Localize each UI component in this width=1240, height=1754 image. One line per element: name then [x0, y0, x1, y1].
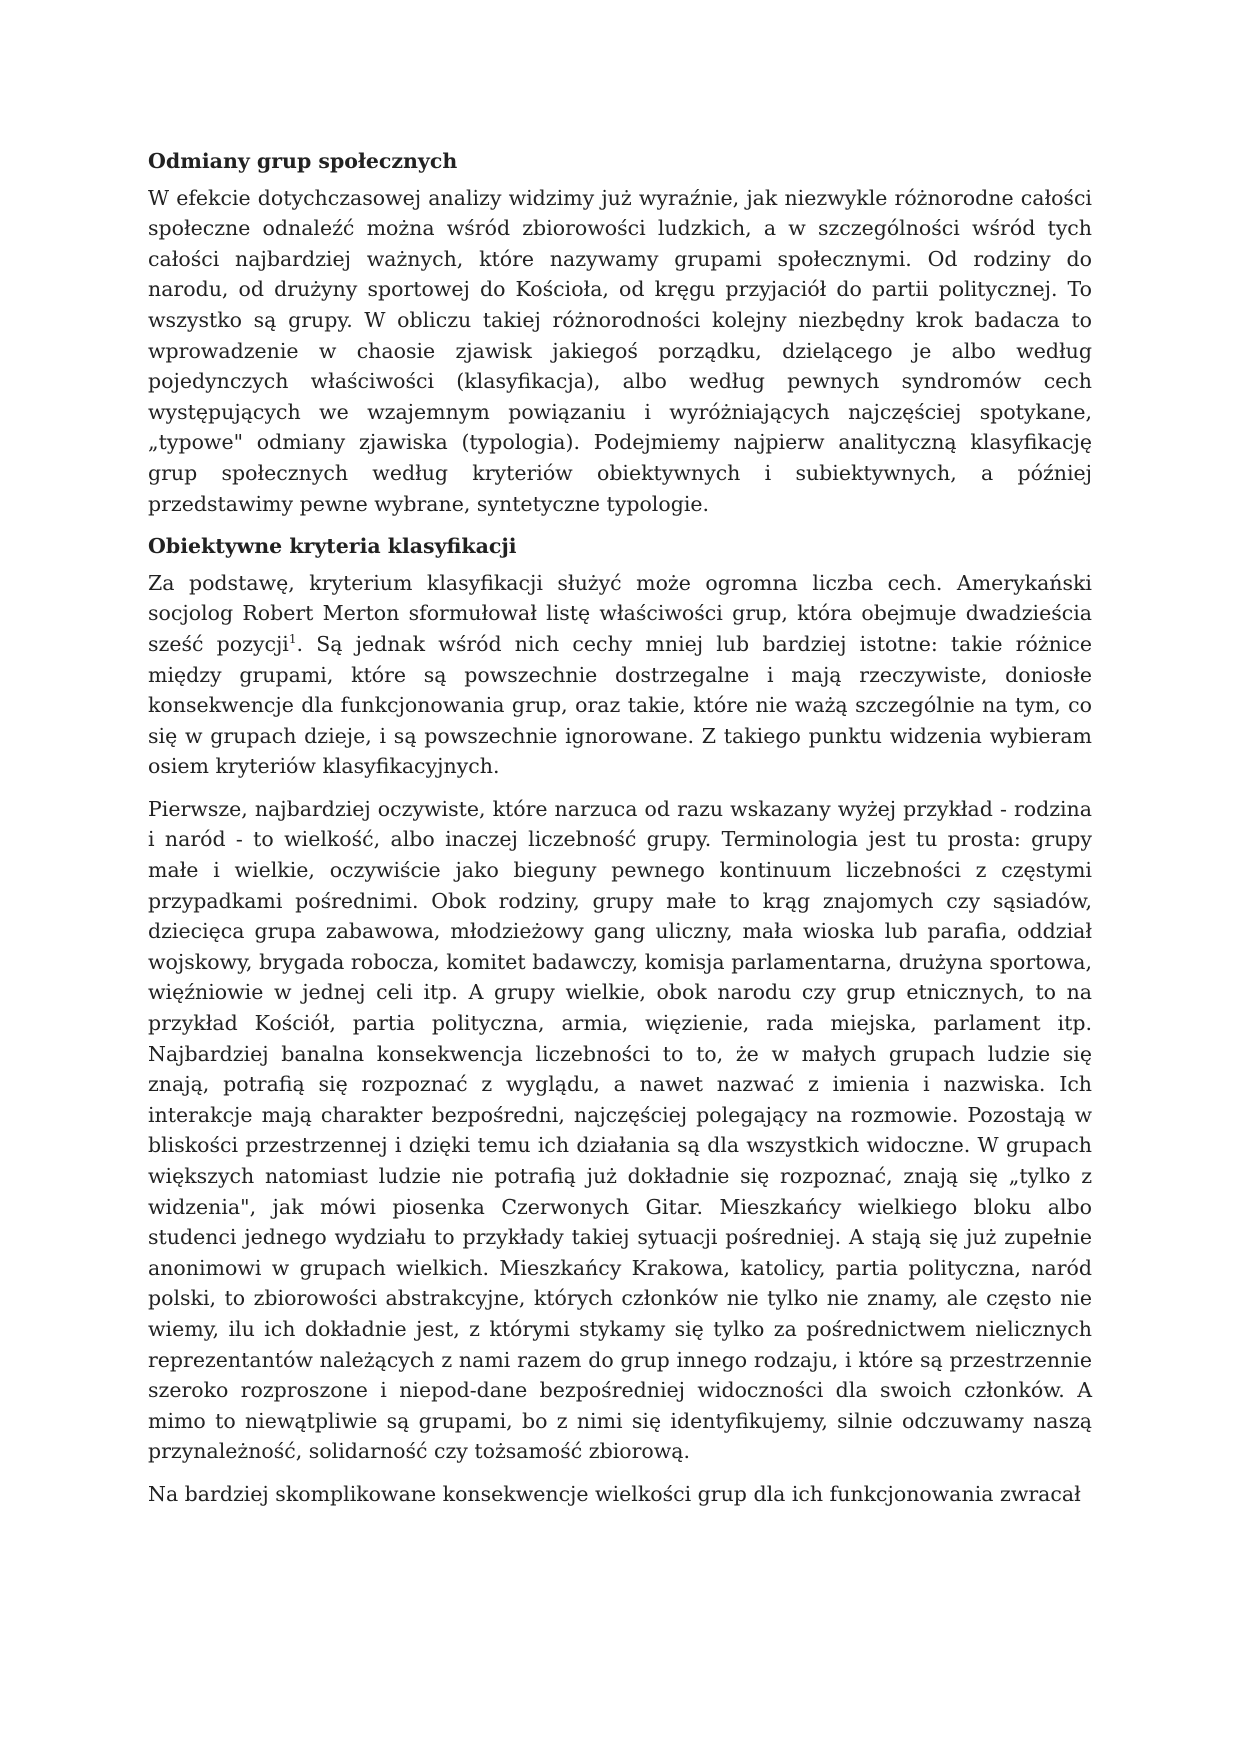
paragraph-merton [148, 568, 1092, 782]
paragraph-merton-text-end: . Są jednak wśród nich cechy mniej lub bardziej istotne: takie różnice między grupami, które są powszechnie dostrzegalne i mają rzeczywiste, doniosłe konsekwencje dla funkcjonowania grup, oraz takie, które nie ważą szczególnie na tym, co się w grupach dzieje, i są powszechnie ignorowane. Z takiego punktu widzenia wybieram osiem kryteriów klasyfikacyjnych. [148, 631, 1092, 779]
footnote-marker[interactable]: 1 [288, 632, 297, 647]
paragraph-intro: W efekcie dotychczasowej analizy widzimy już wyraźnie, jak niezwykle różnorodne całości społeczne odnaleźć można wśród zbiorowości ludzkich, a w szczególności wśród tych całości najbardziej ważnych, które nazywamy grupami społecznymi. Od rodziny do narodu, od drużyny sportowej do Kościoła, od kręgu przyjaciół do partii politycznej. To wszystko są grupy. W obliczu takiej różnorodności kolejny niezbędny krok badacza to wprowadzenie w chaosie zjawisk jakiegoś porządku, dzielącego je albo według pojedynczych właściwości (klasyfikacja), albo według pewnych syndromów cech występujących we wzajemnym powiązaniu i wyróżniających najczęściej spotykane, „typowe" odmiany zjawiska (typologia). Podejmiemy najpierw analityczną klasyfikację grup społecznych według kryteriów obiektywnych i subiektywnych, a później przedstawimy pewne wybrane, syntetyczne typologie. [148, 185, 1092, 516]
paragraph-konsekwencje: Na bardziej skomplikowane konsekwencje wielkości grup dla ich funkcjonowania zwracał [148, 1481, 1081, 1506]
document-page [148, 146, 1092, 1522]
paragraph-wielkosc: Pierwsze, najbardziej oczywiste, które narzuca od razu wskazany wyżej przykład - rodzina i naród - to wielkość, albo inaczej liczebność grupy. Terminologia jest tu prosta: grupy małe i wielkie, oczywiście jako bieguny pewnego kontinuum liczebności z częstymi przypadkami pośrednimi. Obok rodziny, grupy małe to krąg znajomych czy sąsiadów, dziecięca grupa zabawowa, młodzieżowy gang uliczny, mała wioska lub parafia, oddział wojskowy, brygada robocza, komitet badawczy, komisja parlamentarna, drużyna sportowa, więźniowie w jednej celi itp. A grupy wielkie, obok narodu czy grup etnicznych, to na przykład Kościół, partia polityczna, armia, więzienie, rada miejska, parlament itp. Najbardziej banalna konsekwencja liczebności to to, że w małych grupach ludzie się znają, potrafią się rozpoznać z wyglądu, a nawet nazwać z imienia i nazwiska. Ich interakcje mają charakter bezpośredni, najczęściej polegający na rozmowie. Pozostają w bliskości przestrzennej i dzięki temu ich działania są dla wszystkich widoczne. W grupach większych natomiast ludzie nie potrafią już dokładnie się rozpoznać, znają się „tylko z widzenia", jak mówi piosenka Czerwonych Gitar. Mieszkańcy wielkiego bloku albo studenci jednego wydziału to przykłady takiej sytuacji pośredniej. A stają się już zupełnie anonimowi w grupach wielkich. Mieszkańcy Krakowa, katolicy, partia polityczna, naród polski, to zbiorowości abstrakcyjne, których członków nie tylko nie znamy, ale często nie wiemy, ilu ich dokładnie jest, z którymi stykamy się tylko za pośrednictwem nielicznych reprezentantów należących z nami razem do grup innego rodzaju, i które są przestrzennie szeroko rozproszone i niepod-dane bezpośredniej widoczności dla swoich członków. A mimo to niewątpliwie są grupami, bo z nimi się identyfikujemy, silnie odczuwamy naszą przynależność, solidarność czy tożsamość zbiorową. [148, 796, 1092, 1464]
section-heading-kryteria: Obiektywne kryteria klasyfikacji [148, 534, 517, 559]
paragraph-merton-text-start: Za podstawę, kryterium klasyfikacji służyć może ogromna liczba cech. Amerykański socjolog Robert Merton sformułował listę właściwości grup, która obejmuje dwadzieścia sześć pozycji [148, 570, 1092, 656]
section-heading-odmiany: Odmiany grup społecznych [148, 149, 458, 173]
